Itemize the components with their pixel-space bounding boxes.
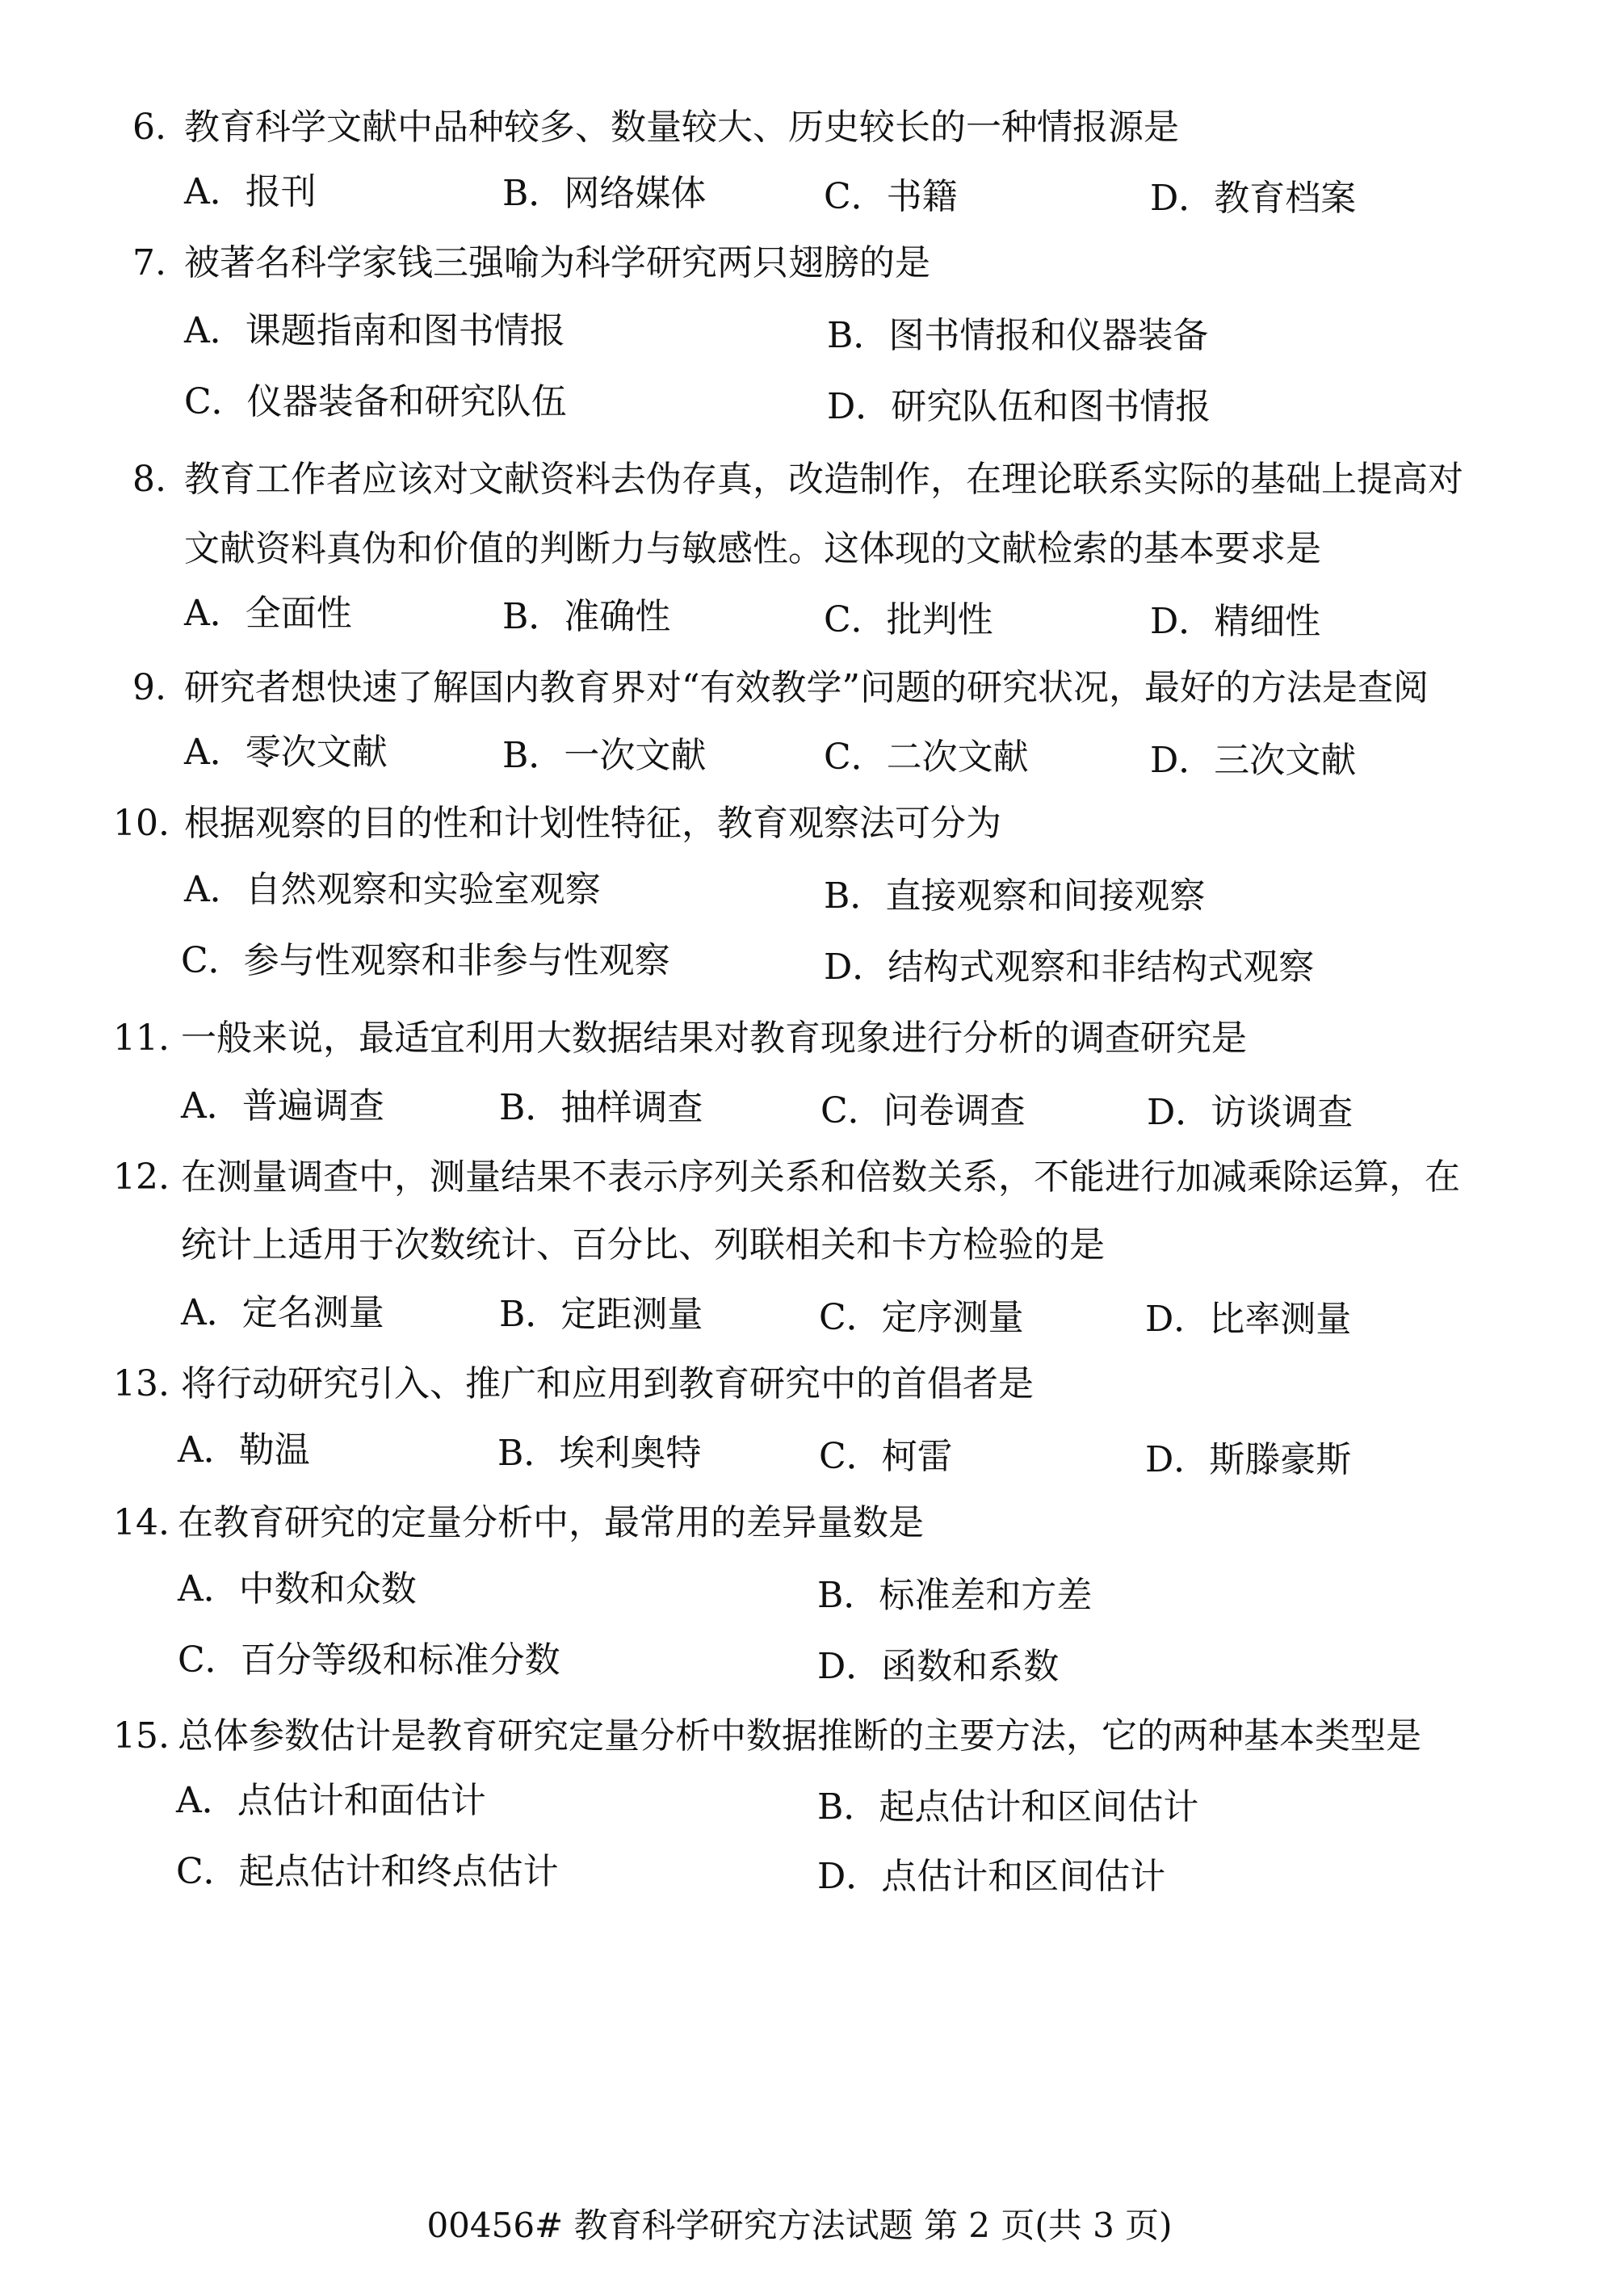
- option-b: B．标准差和方差: [817, 1575, 1093, 1616]
- option-d: D．研究队伍和图书情报: [827, 386, 1211, 427]
- option-c: C．仪器装备和研究队伍: [184, 381, 567, 422]
- question-stem: 总体参数估计是教育研究定量分析中数据推断的主要方法，它的两种基本类型是: [178, 1715, 1421, 1757]
- question-stem: 文献资料真伪和价值的判断力与敏感性。这体现的文献检索的基本要求是: [184, 528, 1321, 569]
- option-b: B．一次文献: [502, 735, 707, 776]
- option-b: B．网络媒体: [502, 173, 707, 214]
- option-b: B．图书情报和仪器装备: [827, 315, 1209, 356]
- option-c: C．起点估计和终点估计: [176, 1851, 559, 1892]
- option-d: D．三次文献: [1150, 740, 1357, 781]
- question-number: 6.: [132, 107, 166, 148]
- option-b: B．准确性: [502, 596, 671, 637]
- option-d: D．函数和系数: [817, 1646, 1060, 1687]
- option-b: B．埃利奥特: [497, 1433, 702, 1474]
- question-stem: 将行动研究引入、推广和应用到教育研究中的首倡者是: [181, 1363, 1034, 1404]
- question-stem: 被著名科学家钱三强喻为科学研究两只翅膀的是: [184, 242, 930, 283]
- option-c: C．定序测量: [819, 1297, 1024, 1338]
- option-d: D．精细性: [1150, 601, 1321, 642]
- question-stem: 教育工作者应该对文献资料去伪存真，改造制作，在理论联系实际的基础上提高对: [184, 459, 1463, 500]
- option-b: B．抽样调查: [499, 1087, 703, 1128]
- option-d: D．结构式观察和非结构式观察: [824, 947, 1315, 988]
- question-stem: 统计上适用于次数统计、百分比、列联相关和卡方检验的是: [181, 1224, 1105, 1266]
- question-number: 13.: [113, 1363, 170, 1404]
- option-b: B．定距测量: [499, 1294, 703, 1335]
- question-number: 14.: [113, 1502, 170, 1543]
- option-a: A．全面性: [184, 593, 352, 634]
- option-a: A．普遍调查: [181, 1085, 384, 1127]
- option-a: A．点估计和面估计: [176, 1780, 486, 1821]
- option-a: A．零次文献: [184, 732, 388, 773]
- option-d: D．教育档案: [1150, 178, 1357, 219]
- question-number: 9.: [132, 667, 166, 708]
- question-stem: 教育科学文献中品种较多、数量较大、历史较长的一种情报源是: [184, 107, 1179, 148]
- option-c: C．书籍: [824, 176, 958, 217]
- option-a: A．定名测量: [181, 1292, 384, 1333]
- option-c: C．批判性: [824, 599, 993, 640]
- question-number: 10.: [113, 803, 170, 844]
- question-stem: 一般来说，最适宜利用大数据结果对教育现象进行分析的调查研究是: [181, 1018, 1247, 1059]
- option-a: A．自然观察和实验室观察: [184, 869, 601, 910]
- question-number: 12.: [113, 1156, 170, 1198]
- option-d: D．斯滕豪斯: [1145, 1439, 1352, 1480]
- option-d: D．点估计和区间估计: [817, 1856, 1166, 1897]
- option-d: D．访谈调查: [1147, 1092, 1353, 1133]
- option-c: C．柯雷: [819, 1436, 953, 1477]
- option-a: A．中数和众数: [178, 1568, 417, 1610]
- option-c: C．二次文献: [824, 737, 1029, 778]
- option-b: B．起点估计和区间估计: [817, 1786, 1199, 1828]
- question-stem: 在教育研究的定量分析中，最常用的差异量数是: [178, 1502, 924, 1543]
- option-a: A．勒温: [178, 1429, 310, 1471]
- option-a: A．报刊: [184, 171, 317, 212]
- question-number: 8.: [132, 459, 166, 500]
- question-number: 15.: [113, 1715, 170, 1757]
- page-footer: 00456# 教育科学研究方法试题 第 2 页(共 3 页): [426, 2206, 1173, 2245]
- question-stem: 在测量调查中，测量结果不表示序列关系和倍数关系，不能进行加减乘除运算，在: [181, 1156, 1460, 1198]
- option-c: C．参与性观察和非参与性观察: [181, 940, 670, 981]
- question-number: 11.: [113, 1018, 170, 1059]
- option-c: C．问卷调查: [820, 1090, 1026, 1131]
- question-stem: 研究者想快速了解国内教育界对“有效教学”问题的研究状况，最好的方法是查阅: [184, 667, 1429, 708]
- question-number: 7.: [132, 242, 166, 283]
- question-stem: 根据观察的目的性和计划性特征，教育观察法可分为: [184, 803, 1001, 844]
- option-c: C．百分等级和标准分数: [178, 1639, 560, 1681]
- option-a: A．课题指南和图书情报: [184, 310, 565, 351]
- option-d: D．比率测量: [1145, 1299, 1352, 1340]
- option-b: B．直接观察和间接观察: [824, 875, 1206, 917]
